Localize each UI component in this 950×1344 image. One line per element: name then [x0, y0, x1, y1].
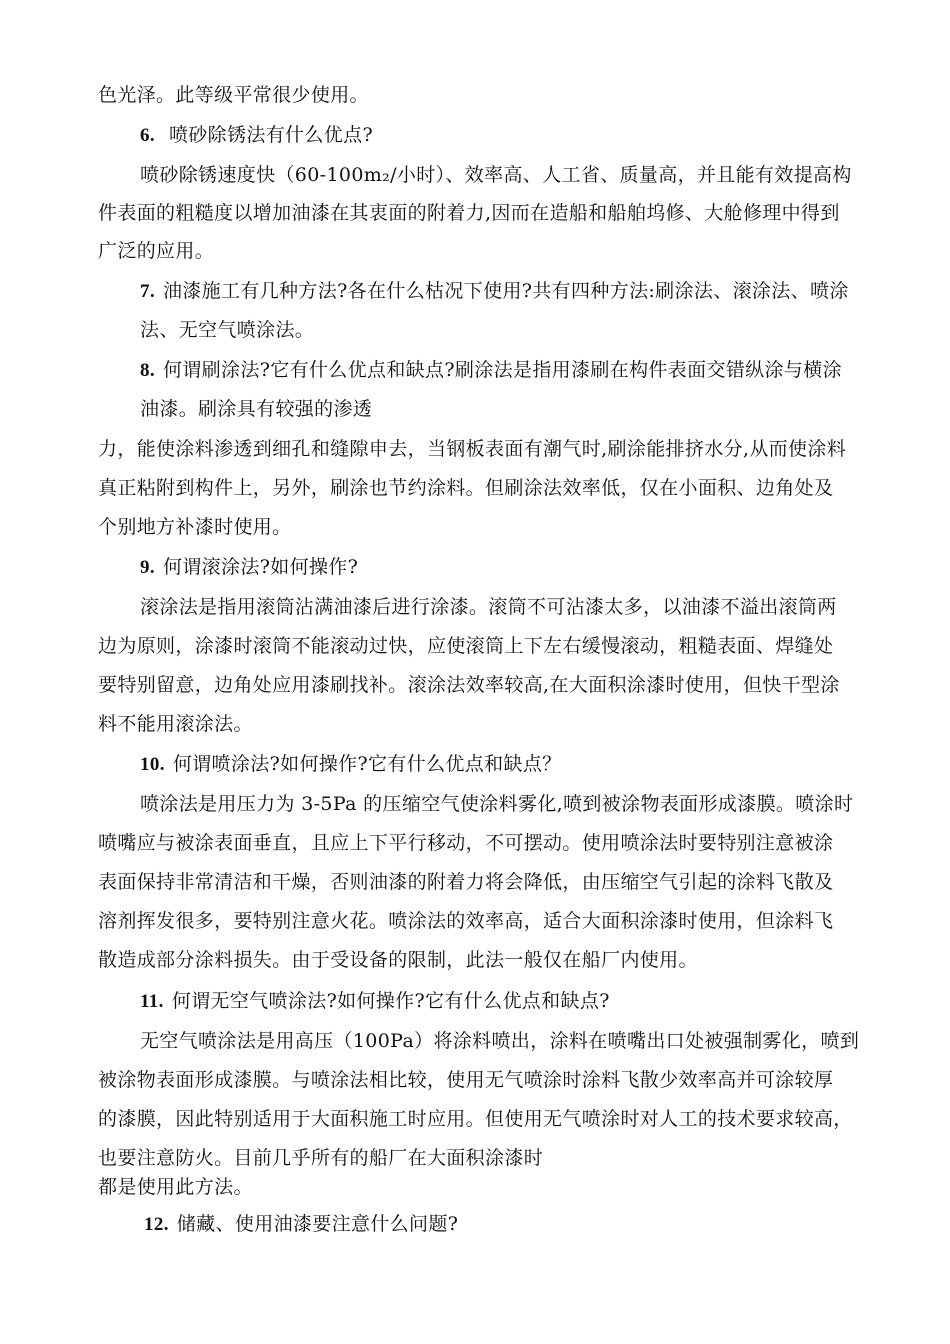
question-number: 11.	[140, 991, 164, 1012]
text-line: 真正粘附到构件上，另外，刷涂也节约涂料。但刷涂法效率低，仅在小面积、边角处及	[98, 477, 834, 499]
text-line: 也要注意防火。目前几乎所有的船厂在大面积涂漆时	[98, 1147, 544, 1169]
text-line: 的漆膜，因此特别适用于大面积施工时应用。但使用无气喷涂时对人工的技术要求较高，	[98, 1108, 853, 1130]
text-line: 广泛的应用。	[98, 240, 215, 262]
question-10-heading	[140, 752, 562, 777]
text-line: 喷涂法是用压力为 3-5Pa 的压缩空气使涂料雾化,喷到被涂物表面形成漆膜。喷涂时	[140, 793, 854, 815]
text-line: 料不能用滚涂法。	[98, 713, 253, 735]
question-number: 7.	[140, 281, 155, 302]
question-text: 何谓无空气喷涂法?如何操作?它有什么优点和缺点?	[171, 990, 610, 1012]
question-number: 10.	[140, 754, 165, 775]
text-line: 都是使用此方法。	[98, 1176, 253, 1198]
text-line: 力，能使涂料渗透到细孔和缝隙申去，当钢板表面有潮气时,刷涂能排挤水分,从而使涂料	[98, 438, 847, 460]
question-text: 何谓喷涂法?如何操作?它有什么优点和缺点？	[172, 753, 562, 775]
question-text: 喷砂除锈法有什么优点?	[168, 124, 373, 146]
text-line: 件表面的粗糙度以增加油漆在其衷面的附着力,因而在造船和船舶坞修、大舱修理中得到	[98, 202, 840, 224]
question-number: 6.	[140, 125, 155, 146]
text-line: 溶剂挥发很多，要特别注意火花。喷涂法的效率高，适合大面积涂漆时使用，但涂料飞	[98, 910, 834, 932]
question-6-heading	[140, 123, 373, 148]
text-line: 散造成部分涂料损失。由于受设备的限制，此法一般仅在船厂内使用。	[98, 949, 698, 971]
question-text: 何谓滚涂法?如何操作?	[162, 556, 359, 578]
text-line: 无空气喷涂法是用高压（100Pa）将涂料喷出，涂料在喷嘴出口处被强制雾化，喷到	[140, 1030, 860, 1052]
text-line: 表面保持非常清洁和干燥，否则油漆的附着力将会降低，由压缩空气引起的涂料飞散及	[98, 871, 834, 893]
question-number: 8.	[140, 360, 155, 381]
text-line: 滚涂法是指用滚筒沾满油漆后进行涂漆。滚筒不可沾漆太多，以油漆不溢出滚筒两	[140, 596, 837, 618]
text-line: 喷嘴应与被涂表面垂直，且应上下平行移动，不可摆动。使用喷涂法时要特别注意被涂	[98, 832, 834, 854]
question-8-heading	[140, 358, 842, 383]
text-line: 喷砂除锈速度快（60-100m₂/小时）、效率高、人工省、质量高，并且能有效提高构	[140, 164, 852, 186]
question-11-heading	[140, 989, 610, 1014]
question-text: 油漆施工有几种方法?各在什么枯况下使用?共有四种方法:刷涂法、滚涂法、喷涂	[162, 280, 849, 302]
text-line: 边为原则，涂漆时滚筒不能滚动过快，应使滚筒上下左右缓慢滚动，粗糙表面、焊缝处	[98, 635, 834, 657]
text-line: 法、无空气喷涂法。	[140, 319, 315, 341]
text-line: 色光泽。此等级平常很少使用。	[98, 84, 369, 106]
question-12-heading	[144, 1212, 458, 1237]
text-line: 个别地方补漆时使用。	[98, 516, 292, 538]
text-line: 被涂物表面形成漆膜。与喷涂法相比较，使用无气喷涂时涂料飞散少效率高并可涂较厚	[98, 1069, 834, 1091]
text-line: 要特别留意，边角处应用漆刷找补。滚涂法效率较高,在大面积涂漆时使用，但快干型涂	[98, 674, 840, 696]
question-number: 9.	[140, 557, 155, 578]
text-line: 油漆。刷涂具有较强的渗透	[140, 398, 373, 420]
question-text: 何谓刷涂法?它有什么优点和缺点?刷涂法是指用漆刷在构件表面交错纵涂与横涂	[162, 359, 842, 381]
question-9-heading	[140, 555, 358, 580]
question-7-heading	[140, 279, 849, 304]
question-text: 储藏、使用油漆要注意什么问题?	[176, 1213, 459, 1235]
question-number: 12.	[144, 1214, 169, 1235]
